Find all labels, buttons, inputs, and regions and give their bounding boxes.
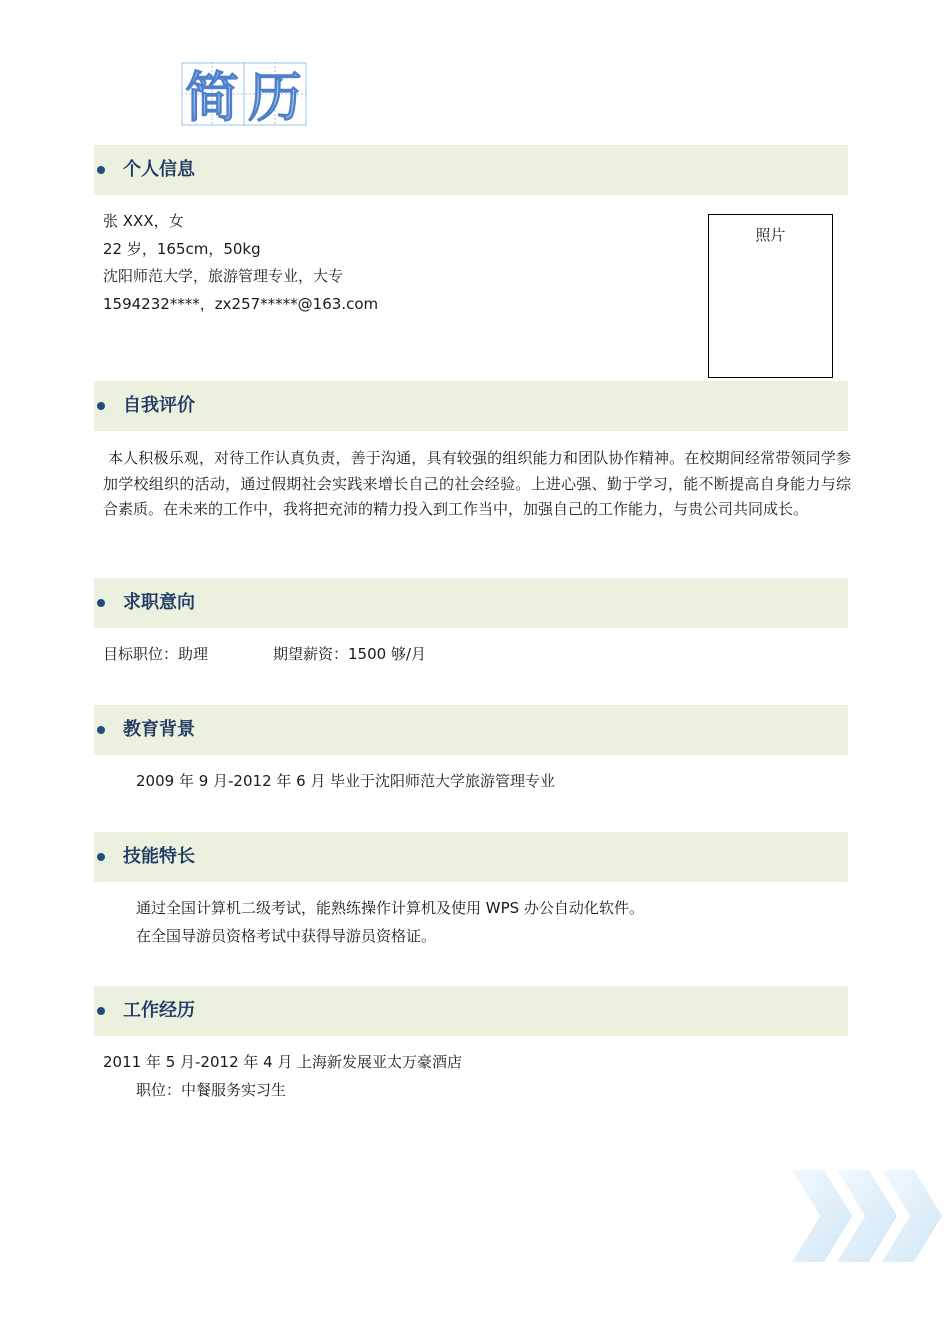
section-title: 个人信息 [123, 159, 195, 180]
age-height-weight: 22 岁，165cm，50kg [103, 240, 261, 258]
name-gender: 张 XXX，女 [103, 212, 184, 230]
decorative-chevrons-icon [782, 1160, 950, 1272]
work-role: 职位：中餐服务实习生 [136, 1081, 287, 1099]
svg-text:历: 历 [248, 66, 302, 126]
section-title: 自我评价 [123, 395, 195, 416]
svg-text:简: 简 [185, 66, 239, 126]
photo-label: 照片 [755, 226, 786, 244]
section-title: 工作经历 [123, 1000, 195, 1021]
education-detail: 毕业于沈阳师范大学旅游管理专业 [330, 772, 556, 790]
work-period: 2011 年 5 月-2012 年 4 月 [103, 1053, 293, 1071]
contact-info: 1594232****，zx257*****@163.com [103, 295, 379, 313]
bullet-icon [97, 726, 105, 734]
expected-salary: 期望薪资：1500 够/月 [273, 645, 426, 663]
skill-item: 在全国导游员资格考试中获得导游员资格证。 [136, 927, 437, 945]
education-period: 2009 年 9 月-2012 年 6 月 [136, 772, 326, 790]
section-personal-info [94, 145, 848, 195]
photo-placeholder [708, 214, 833, 378]
section-job-objective [94, 578, 848, 628]
section-self-evaluation [94, 381, 848, 431]
section-title: 求职意向 [123, 592, 195, 613]
skill-item: 通过全国计算机二级考试，能熟练操作计算机及使用 WPS 办公自动化软件。 [136, 899, 644, 917]
section-title: 教育背景 [123, 719, 195, 740]
bullet-icon [97, 599, 105, 607]
section-title: 技能特长 [123, 846, 195, 867]
self-evaluation-text: 本人积极乐观，对待工作认真负责，善于沟通，具有较强的组织能力和团队协作精神。在校期间经常带领同学参加学校组织的活动，通过假期社会实践来增长自己的社会经验。上进心强、勤于学习，能不断提高自身能力与综合素质。在未来的工作中，我将把充沛的精力投入到工作当中，加强自己的工作能力，与贵公司共同成长。 [103, 449, 851, 518]
bullet-icon [97, 1007, 105, 1015]
section-work-experience [94, 986, 848, 1036]
school-major: 沈阳师范大学，旅游管理专业，大专 [103, 267, 344, 285]
bullet-icon [97, 402, 105, 410]
bullet-icon [97, 166, 105, 174]
section-skills [94, 832, 848, 882]
resume-logo [181, 62, 307, 126]
bullet-icon [97, 853, 105, 861]
work-company: 上海新发展亚太万豪酒店 [297, 1053, 463, 1071]
target-position: 目标职位：助理 [103, 645, 209, 663]
section-education [94, 705, 848, 755]
